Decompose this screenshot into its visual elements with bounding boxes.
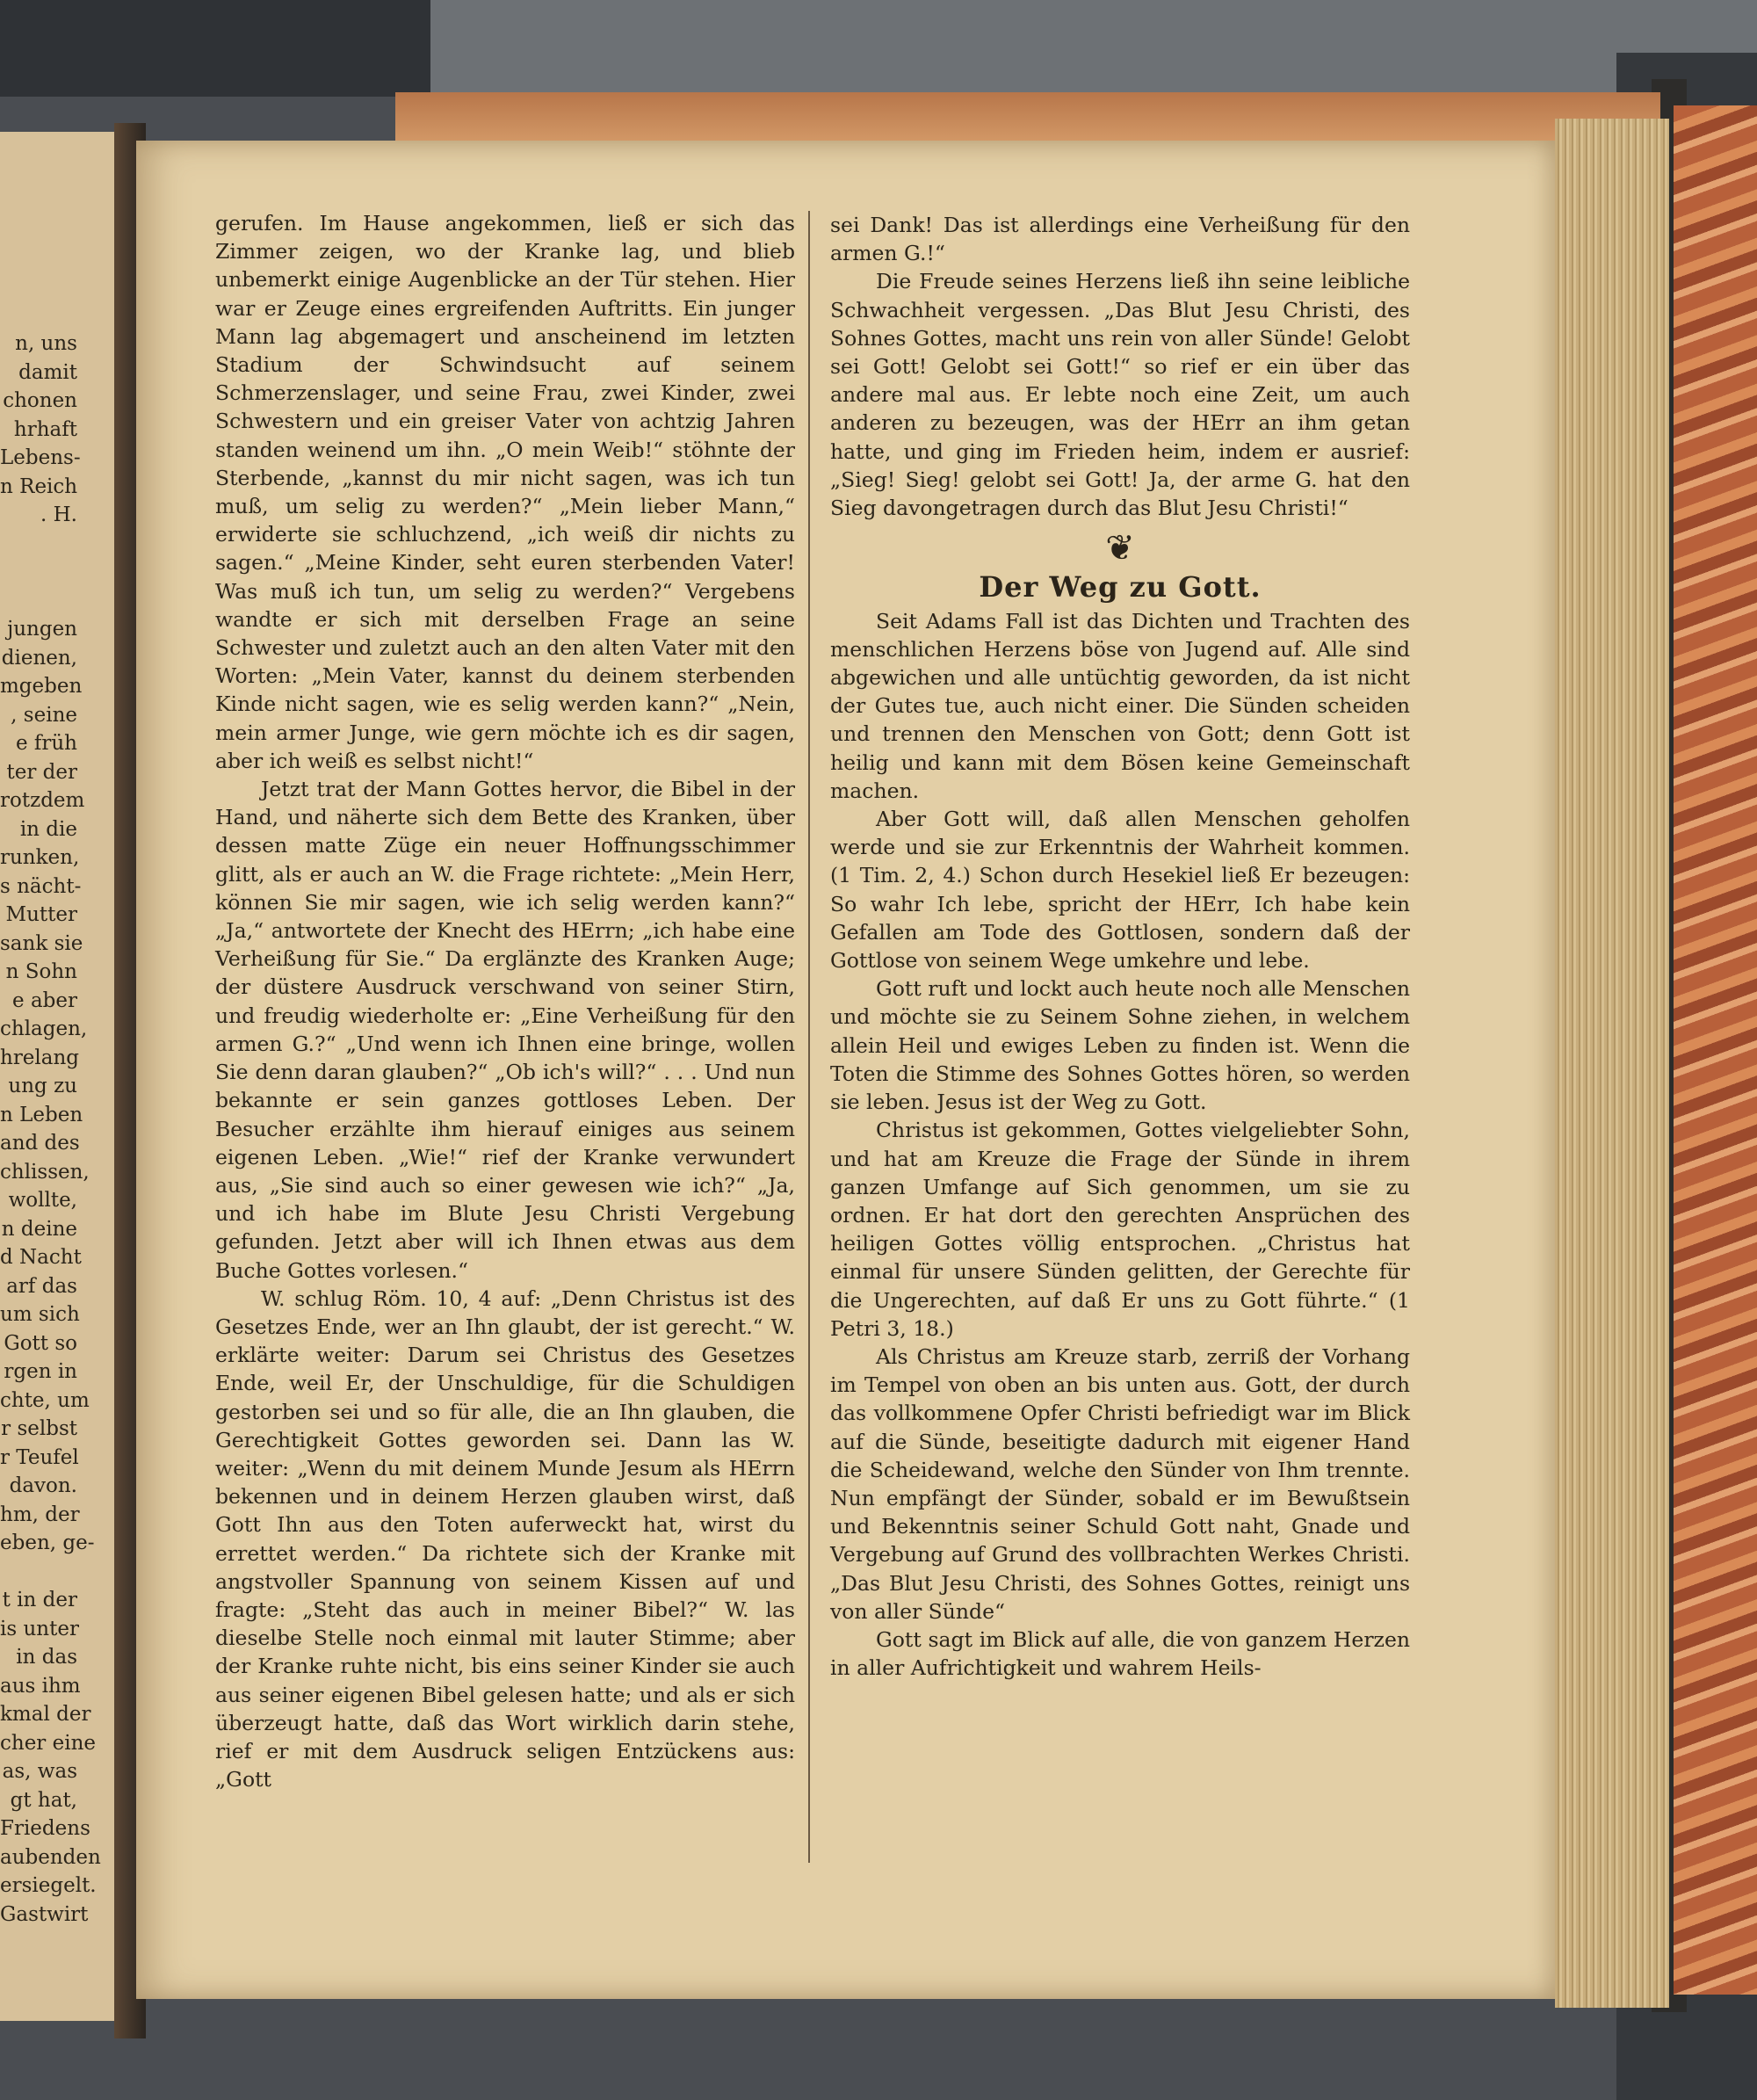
left-page-fragment: is unter xyxy=(0,1617,79,1640)
left-page-fragment: d Nacht xyxy=(0,1246,82,1269)
left-page-fragment: wollte, xyxy=(8,1189,77,1212)
book-top-edge xyxy=(395,92,1660,145)
left-page-fragment xyxy=(0,558,77,587)
left-page-fragment: n, uns xyxy=(15,332,77,355)
article-heading: Der Weg zu Gott. xyxy=(979,570,1262,605)
left-page-fragment: chonen xyxy=(3,389,77,412)
left-page-fragment: chlissen, xyxy=(0,1160,90,1184)
left-page-fragment: in die xyxy=(19,817,77,841)
left-page-fragment: chlagen, xyxy=(0,1017,88,1040)
paragraph: Gott ruft und lockt auch heute noch alle Menschen und möchte sie zu Seinem Sohne ziehen, in welchem allein Heil und ewiges Leben zu finden ist. Wenn die Toten die Stimme des Sohnes Gottes hören, so werden sie leben. Jesus ist der Weg zu Gott. xyxy=(830,976,1410,1115)
left-page-fragment: aubenden xyxy=(0,1845,101,1869)
paragraph: W. schlug Röm. 10, 4 auf: „Denn Christus ist des Gesetzes Ende, wer an Ihn glaubt, der ist gerecht.“ W. erklärte weiter: Darum sei Christus des Gesetzes Ende, weil Er, der Unschuldige, für die Schuldigen gestorben sei und so für alle, die an Ihn glauben, die Gerechtigkeit Gottes geworden sei. Dann las W. weiter: „Wenn du mit deinem Munde Jesum als HErrn bekennen und in deinem Herzen glauben wirst, daß Gott Ihn aus den Toten auferweckt hat, wirst du errettet werden.“ Da richtete sich der Kranke mit angstvoller Spannung von seinem Kissen auf und fragte: „Steht das auch in meiner Bibel?“ W. las dieselbe Stelle noch einmal mit lauter Stimme; aber der Kranke ruhte nicht, bis eins seiner Kinder sie auch aus seiner eigenen Bibel gelesen hatte; und als er sich überzeugt hatte, daß das Wort wirklich darin stehe, rief er mit dem Ausdruck seligen Entzückens aus: „Gott xyxy=(215,1285,795,1792)
left-page-fragment: ersiegelt. xyxy=(0,1874,97,1897)
left-page-fragment: gt hat, xyxy=(10,1788,77,1812)
left-page-fragment: n Reich xyxy=(0,474,78,498)
right-page xyxy=(136,141,1555,1999)
left-column xyxy=(215,209,795,1793)
left-page-fragment: t in der xyxy=(2,1589,77,1611)
left-page-fragment: ung zu xyxy=(8,1075,77,1097)
paragraph: sei Dank! Das ist allerdings eine Verheißung für den armen G.!“ xyxy=(830,213,1410,266)
left-page-fragment xyxy=(0,530,77,559)
left-page-fragment: mgeben xyxy=(0,675,83,698)
left-page-fragment: rgen in xyxy=(4,1360,77,1383)
left-page-fragment: Gott so xyxy=(4,1331,77,1355)
left-page-fragment: rotzdem xyxy=(0,789,85,812)
left-page-fragment: dienen, xyxy=(1,646,77,670)
background-card xyxy=(430,0,1757,98)
paragraph: Die Freude seines Herzens ließ ihn seine leibliche Schwachheit vergessen. „Das Blut Jesu Christi, des Sohnes Gottes, macht uns rein von aller Sünde! Gelobt sei Gott! Gelobt sei Gott!“ so rief er ein über das andere mal aus. Er lebte noch eine Zeit, um auch anderen zu bezeugen, was der HErr an ihm getan hatte, und ging im Frieden heim, indem er ausrief: „Sieg! Sieg! gelobt sei Gott! Ja, der arme G. hat den Sieg davongetragen durch das Blut Jesu Christi!“ xyxy=(830,269,1410,521)
left-page-fragment: hm, der xyxy=(0,1503,80,1526)
paragraph: Seit Adams Fall ist das Dichten und Trachten des menschlichen Herzens böse von Jugend auf. Alle sind abgewichen und alle untüchtig geworden, da ist nicht der Gutes tue, auch nicht einer. Die Sünden scheiden und trennen den Menschen von Gott; denn Gott ist heilig und kann mit dem Bösen keine Gemeinschaft machen. xyxy=(830,608,1410,803)
left-page-fragment: aus ihm xyxy=(0,1674,81,1698)
left-page-fragment: . H. xyxy=(40,503,77,526)
left-page-fragment: damit xyxy=(18,360,77,384)
paragraph: Aber Gott will, daß allen Menschen geholfen werde und sie zur Erkenntnis der Wahrheit kommen. (1 Tim. 2, 4.) Schon durch Hesekiel ließ Er bezeugen: So wahr Ich lebe, spricht der HErr, Ich habe kein Gefallen am Tode des Gottlosen, sondern daß der Gottlose von seinem Wege umkehre und lebe. xyxy=(830,807,1410,974)
paragraph: gerufen. Im Hause angekommen, ließ er sich das Zimmer zeigen, wo der Kranke lag, und blieb unbemerkt einige Augenblicke an der Tür stehen. Hier war er Zeuge eines ergreifenden Auftritts. Ein junger Mann lag abgemagert und anscheinend im letzten Stadium der Schwindsucht auf seinem Schmerzenslager, und seine Frau, zwei Kinder, zwei Schwestern und ein greiser Vater von achtzig Jahren standen weinend um ihn. „O mein Weib!“ stöhnte der Sterbende, „kannst du mir nicht sagen, was ich tun muß, um selig zu werden?“ „Mein lieber Mann,“ erwiderte sie schluchzend, „ich weiß dir nichts zu sagen.“ „Meine Kinder, seht euren sterbenden Vater! Was muß ich tun, um selig zu werden?“ Vergebens wandte er sich mit derselben Frage an seine Schwester und zuletzt auch an den alten Vater mit den Worten: „Mein Vater, kannst du deinem sterbenden Kinde nicht sagen, wie es selig werden kann?“ „Nein, mein armer Junge, wie gern möchte ich es dir sagen, aber ich weiß es selbst nicht!“ xyxy=(215,211,795,773)
left-page-fragment: e aber xyxy=(12,988,77,1012)
book-cover-marbled xyxy=(1674,105,1757,1995)
left-page-fragment: jungen xyxy=(7,618,77,641)
left-page-fragment: Mutter xyxy=(5,903,77,926)
page-stack-edge xyxy=(1555,119,1669,2008)
left-page-fragment: runken, xyxy=(0,846,80,869)
left-page-fragment: n Sohn xyxy=(5,960,77,983)
left-page-fragment: e früh xyxy=(15,732,77,755)
left-page-fragment: hrelang xyxy=(0,1046,80,1069)
left-page-fragment: n deine xyxy=(1,1217,77,1241)
left-page-fragment: cher eine xyxy=(0,1731,97,1755)
left-page-fragment xyxy=(0,587,77,616)
ornament-icon: ❦ xyxy=(1105,528,1135,569)
right-column xyxy=(830,211,1410,1682)
left-page-fragment: r Teufel xyxy=(0,1445,79,1469)
left-page-fragment: Friedens xyxy=(0,1817,90,1840)
paragraph: Jetzt trat der Mann Gottes hervor, die Bibel in der Hand, und näherte sich dem Bette des Kranken, über dessen matte Züge ein neuer Hoffnungsschimmer glitt, als er auch an W. die Frage richtete: „Mein Herr, können Sie mir sagen, wie ich selig werden kann?“ „Ja,“ antwortete der Knecht des HErrn; „ich habe eine Verheißung für Sie.“ Da erglänzte des Kranken Auge; der düstere Ausdruck verschwand von seiner Stirn, und freudig wiederholte er: „Eine Verheißung für den armen G.?“ „Und wenn ich Ihnen eine bringe, wollen Sie denn daran glauben?“ „Ob ich's will?“ . . . Und nun bekannte er sein ganzes gottloses Leben. Der Besucher erzählte ihm hierauf einiges aus seinem eigenen Leben. „Wie!“ rief der Kranke verwundert aus, „Sie sind auch so einer gewesen wie ich?“ „Ja, und ich habe im Blute Jesu Christi Vergebung gefunden. Jetzt aber will ich Ihnen etwas aus dem Buche Gottes vorlesen.“ xyxy=(215,777,795,1283)
paragraph: Christus ist gekommen, Gottes vielgeliebter Sohn, und hat am Kreuze die Frage der Sünde in ihrem ganzen Umfange auf Sich genommen, um sie zu ordnen. Er hat dort den gerechten Ansprüchen des heiligen Gottes völlig entsprochen. „Christus hat einmal für unsere Sünden gelitten, der Gerechte für die Ungerechten, auf daß Er uns zu Gott führte.“ (1 Petri 3, 18.) xyxy=(830,1118,1410,1341)
left-page-fragment: sank sie xyxy=(0,931,83,955)
column-rule xyxy=(808,211,810,1863)
left-page-fragment: , seine xyxy=(11,703,77,727)
left-page-fragment: and des xyxy=(0,1132,80,1155)
left-page-fragment: um sich xyxy=(0,1303,80,1326)
left-page-fragment: ter der xyxy=(6,760,77,784)
left-page-fragment: n Leben xyxy=(0,1103,83,1126)
left-page-fragment: Lebens- xyxy=(0,446,81,469)
left-page-fragment: s nächt- xyxy=(0,874,82,898)
left-page-fragment: chte, um xyxy=(0,1388,90,1412)
left-page-fragment: hrhaft xyxy=(13,417,77,441)
left-page-fragment xyxy=(0,1558,77,1587)
left-page-fragment: Gastwirt xyxy=(0,1902,89,1926)
left-page-fragment: davon. xyxy=(9,1474,77,1497)
left-page-fragment: as, was xyxy=(2,1760,77,1783)
left-page-fragment: arf das xyxy=(6,1274,77,1298)
paragraph: Als Christus am Kreuze starb, zerriß der Vorhang im Tempel von oben an bis unten aus. Gott, der durch das vollkommene Opfer Christi befriedigt war im Blick auf die Sünde, beseitigte dadurch mit eigener Hand die Scheidewand, welche den Sünder von Ihm trennte. Nun empfängt der Sünder, sobald er im Bewußtsein und Bekenntnis seiner Schuld Gott naht, Gnade und Vergebung auf Grund des vollbrachten Werkes Christi. „Das Blut Jesu Christi, des Sohnes Gottes, reinigt uns von aller Sünde“ xyxy=(830,1343,1410,1624)
left-page-fragment: kmal der xyxy=(0,1703,91,1726)
left-page-fragment: r selbst xyxy=(1,1417,77,1440)
left-page xyxy=(0,132,132,2021)
left-page-fragment: in das xyxy=(16,1646,77,1669)
left-page-fragment: eben, ge- xyxy=(0,1532,95,1554)
left-page-text-fragments xyxy=(0,329,101,1929)
paragraph: Gott sagt im Blick auf alle, die von ganzem Herzen in aller Aufrichtigkeit und wahrem Heils- xyxy=(830,1626,1410,1681)
